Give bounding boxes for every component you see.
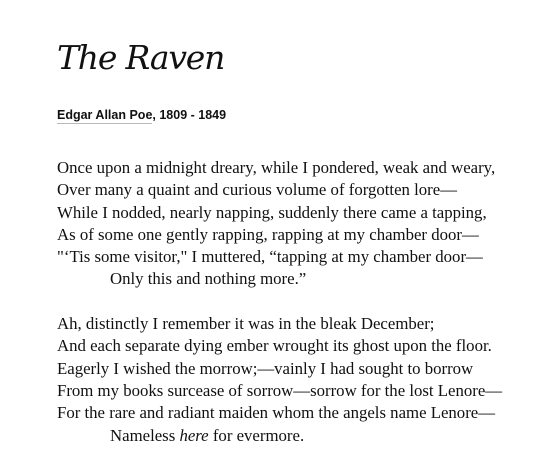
poem-line-indented	[57, 425, 547, 447]
poem-line: Once upon a midnight dreary, while I pondered, weak and weary,	[57, 158, 496, 177]
emphasized-word: here	[179, 425, 209, 445]
stanza-1	[57, 157, 547, 291]
author-dates: , 1809 - 1849	[152, 108, 227, 122]
byline	[57, 107, 226, 123]
poem-line-indented: Only this and nothing more.”	[110, 269, 307, 289]
poem-line: And each separate dying ember wrought its ghost upon the floor.	[57, 336, 492, 356]
poem-line: While I nodded, nearly napping, suddenly there came a tapping,	[57, 202, 487, 222]
line-text-before: Nameless	[110, 425, 180, 445]
poem-line: From my books surcease of sorrow—sorrow for the lost Lenore—	[57, 380, 503, 400]
stanza-2	[57, 313, 547, 447]
poem-line: Eagerly I wished the morrow;—vainly I had sought to borrow	[57, 358, 474, 378]
poem-body	[57, 157, 547, 450]
poem-title: The Raven	[57, 38, 225, 77]
author-link[interactable]: Edgar Allan Poe	[57, 108, 153, 122]
poem-line: Over many a quaint and curious volume of forgotten lore—	[57, 180, 458, 200]
poem-line: "‘Tis some visitor," I muttered, “tapping at my chamber door—	[57, 247, 483, 267]
poem-line: As of some one gently rapping, rapping at my chamber door—	[57, 224, 479, 244]
poem-line: For the rare and radiant maiden whom the angels name Lenore—	[57, 403, 496, 423]
poem-line: Ah, distinctly I remember it was in the bleak December;	[57, 314, 435, 334]
line-text-after: for evermore.	[208, 425, 305, 445]
